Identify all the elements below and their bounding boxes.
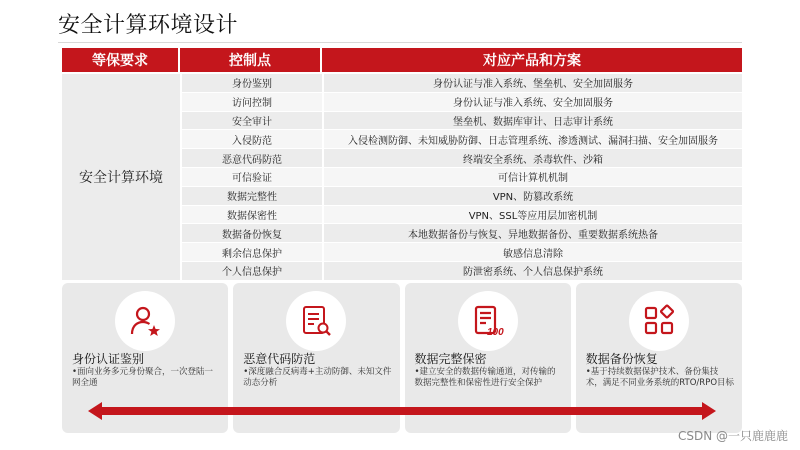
table-header bbox=[62, 48, 742, 72]
svg-text:100: 100 bbox=[486, 327, 504, 338]
control-cell: 数据完整性 bbox=[182, 187, 322, 205]
control-cell: 可信验证 bbox=[182, 168, 322, 186]
table-row bbox=[182, 168, 742, 186]
card-title: 恶意代码防范 bbox=[243, 352, 316, 366]
control-cell: 入侵防范 bbox=[182, 130, 322, 148]
card-title: 身份认证鉴别 bbox=[72, 352, 145, 366]
table-body bbox=[62, 74, 742, 280]
table-row bbox=[182, 93, 742, 111]
double-arrow-icon bbox=[88, 401, 716, 421]
table-row bbox=[182, 206, 742, 224]
requirements-table bbox=[62, 48, 742, 280]
table-row bbox=[182, 243, 742, 261]
control-cell: 数据备份恢复 bbox=[182, 224, 322, 242]
solution-cell: 堡垒机、数据库审计、日志审计系统 bbox=[324, 112, 742, 130]
solution-cell: 可信计算机机制 bbox=[324, 168, 742, 186]
table-row bbox=[182, 187, 742, 205]
control-cell: 剩余信息保护 bbox=[182, 243, 322, 261]
header-products-solutions: 对应产品和方案 bbox=[483, 53, 581, 69]
title-divider bbox=[58, 42, 742, 43]
control-cell: 身份鉴别 bbox=[182, 74, 322, 92]
solution-cell: VPN、SSL等应用层加密机制 bbox=[324, 206, 742, 224]
user-star-icon bbox=[115, 291, 175, 351]
table-row bbox=[182, 74, 742, 92]
control-cell: 数据保密性 bbox=[182, 206, 322, 224]
control-cell: 恶意代码防范 bbox=[182, 149, 322, 167]
document-search-icon bbox=[286, 291, 346, 351]
page-title: 安全计算环境设计 bbox=[58, 13, 239, 38]
watermark: CSDN @一只鹿鹿鹿 bbox=[677, 429, 788, 443]
solution-cell: 防泄密系统、个人信息保护系统 bbox=[324, 262, 742, 280]
header-requirement: 等保要求 bbox=[62, 48, 180, 72]
document-100-icon bbox=[458, 291, 518, 351]
card-title: 数据完整保密 bbox=[414, 352, 487, 366]
solution-cell: VPN、防篡改系统 bbox=[324, 187, 742, 205]
table-row bbox=[182, 262, 742, 280]
requirement-cell: 安全计算环境 bbox=[62, 74, 180, 280]
table-row bbox=[182, 149, 742, 167]
card-title: 数据备份恢复 bbox=[585, 352, 658, 366]
solution-cell: 终端安全系统、杀毒软件、沙箱 bbox=[324, 149, 742, 167]
solution-cell: 本地数据备份与恢复、异地数据备份、重要数据系统热备 bbox=[324, 224, 742, 242]
card-description: •建立安全的数据传输通道，对传输的数据完整性和保密性进行安全保护 bbox=[414, 367, 556, 388]
card-description: •深度融合反病毒+主动防御、未知文件动态分析 bbox=[243, 367, 392, 388]
solution-cell: 敏感信息清除 bbox=[324, 243, 742, 261]
table-row bbox=[182, 224, 742, 242]
table-row bbox=[182, 130, 742, 148]
control-cell: 访问控制 bbox=[182, 93, 322, 111]
control-cell: 安全审计 bbox=[182, 112, 322, 130]
solution-cell: 入侵检测防御、未知威胁防御、日志管理系统、渗透测试、漏洞扫描、安全加固服务 bbox=[324, 130, 742, 148]
control-cell: 个人信息保护 bbox=[182, 262, 322, 280]
card-description: •面向业务多元身份聚合，一次登陆一网全通 bbox=[72, 367, 214, 388]
grid-apps-icon bbox=[629, 291, 689, 351]
card-description: •基于持续数据保护技术、备份集技术，满足不同业务系统的RTO/RPO目标 bbox=[585, 367, 735, 388]
table-row bbox=[182, 112, 742, 130]
control-rows bbox=[182, 74, 742, 280]
solution-cell: 身份认证与准入系统、堡垒机、安全加固服务 bbox=[324, 74, 742, 92]
header-control-point: 控制点 bbox=[180, 48, 322, 72]
solution-cell: 身份认证与准入系统、安全加固服务 bbox=[324, 93, 742, 111]
